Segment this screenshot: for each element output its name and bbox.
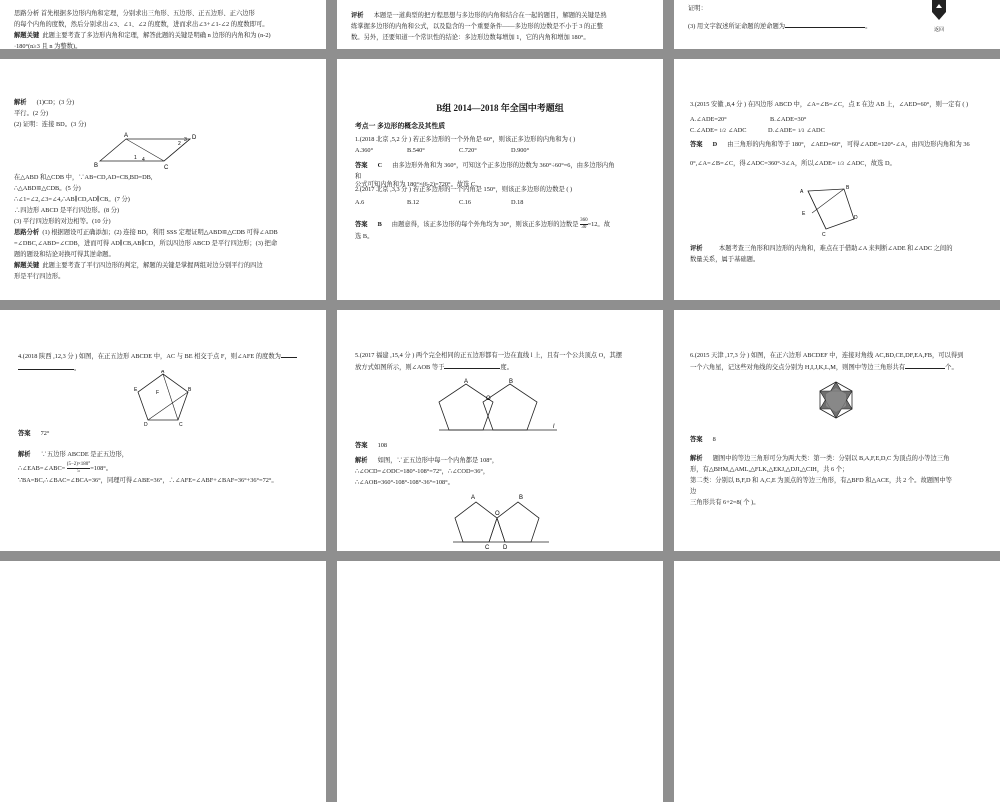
fig4-angle-4: 4 (142, 157, 145, 163)
fig8b-label-b: B (519, 495, 524, 501)
s5-a2: 答案 B 由题意得，该正多边形的每个外角均为 30°，则该正多边形的边数是 $\frac{360}{30}$ =12。故 (355, 218, 611, 230)
fig4-label-c: C (164, 165, 169, 171)
two-pentagons-solution-figure (451, 486, 551, 550)
return-arrow-icon (928, 0, 950, 24)
s4-p1: 在△ABD 和△CDB 中，∵AB=CD,AD=CB,BD=DB, (14, 174, 153, 181)
s3-line2: (3) 用文字叙述所证命题的逆命题为 。 (688, 20, 988, 32)
s8-q1: 5.(2017 福建 ,15,4 分 ) 两个完全相同的正五边形都有一边在直线 l 上，且有一个公共顶点 O，其摆 (355, 352, 623, 359)
s6-q: 3.(2015 安徽 ,8,4 分 ) 在四边形 ABCD 中，∠A=∠B=∠C，点 E 在边 AB 上，∠AED=60°，则一定有 ( ) (690, 101, 969, 108)
hexagram-figure (816, 380, 856, 420)
s4-a3: (2) 证明：连接 BD。(3 分) (14, 121, 87, 128)
fig6-label-d: D (854, 215, 858, 221)
s9-j1: 解析 题图中的等边三角形可分为两大类：第一类：分别以 B,A,F,E,D,C 为顶点的小等边三角 (690, 455, 950, 462)
s1-line4: ·180°(n≥3 且 n 为整数)。 (14, 43, 82, 49)
s2-line3: 数。另外，还要知道一个常识性的结论：多边形边数每增加 1，它的内角和增加 180°。 (351, 34, 590, 41)
s4-a1: 解析 (1)CD；(3 分) (14, 99, 75, 106)
slide-4 (0, 59, 326, 300)
s4-p3: ∴∠1=∠2,∠3=∠4,∴AB∥CD,AD∥CB。(7 分) (14, 196, 130, 203)
s8-j2: ∴∠OCD=∠ODC=180°-108°=72°，∴∠COD=36°， (355, 468, 490, 475)
s5-title: B组 2014—2018 年全国中考题组 (436, 103, 564, 113)
fig7-label-e: E (134, 387, 138, 393)
fig7-label-a: A (161, 370, 165, 375)
s4-a2: 平行。(2 分) (14, 110, 49, 117)
s2-line2: 练掌握多边形的内角和公式，以及隐含的一个重要条件——多边形的边数是不小于 3 的正整 (351, 23, 603, 30)
s6-a2: 0°,∠A=∠B=∠C，得∠ADC=360°-3∠A，所以∠ADE= 1/3 ∠ADC，故选 D。 (690, 160, 896, 167)
fig8b-label-d: D (503, 545, 508, 550)
quadrilateral-figure (798, 185, 858, 237)
s7-q: 4.(2018 陕西 ,12,3 分 ) 如图，在正五边形 ABCDE 中，AC 与 BE 相交于点 F，则∠AFE 的度数为 (18, 350, 314, 362)
s7-j3: ∵BA=BC,∴∠BAC=∠BCA=36°，同理可得∠ABE=36°，∴∠AFE=∠ABF+∠BAF=36°+36°=72°。 (18, 477, 278, 484)
fig4-angle-1: 1 (134, 155, 137, 161)
slide-5 (337, 59, 663, 300)
fig7-label-d: D (144, 422, 148, 426)
s1-line3: 解题关键 此题主要考查了多边形内角和定理，解答此题的关键是明确 n 边形的内角和为 (n-2) (14, 32, 271, 39)
fig7-label-f: F (156, 390, 160, 396)
parallelogram-figure (92, 131, 202, 173)
fig8-label-a: A (464, 379, 469, 385)
s4-p4: ∴四边形 ABCD 是平行四边形。(8 分) (14, 207, 120, 214)
s3-line1: 证明： (688, 5, 707, 12)
s7-q-blank: 。 (18, 362, 314, 374)
s2-line1: 评析 本题是一道典型的把方程思想与多边形的内角和结合在一起的题目，解题的关键是熟 (351, 12, 607, 19)
s5-q1-options: A.360° B.540° C.720° D.900° (355, 147, 530, 154)
fig7-label-c: C (179, 422, 183, 426)
s7-answer: 答案 72° (18, 430, 50, 437)
slide-6 (674, 59, 1000, 300)
s9-j4: 三角形共有 6+2=8( 个 )。 (690, 499, 760, 506)
pentagon-figure (134, 370, 192, 426)
s5-a1: 答案 C 由多边形外角和为 360°，可知这个正多边形的边数为 360°÷60°=6，由多边形内角 (355, 162, 615, 169)
fig4-label-b: B (94, 163, 99, 169)
s9-j3b: 边 (690, 488, 697, 495)
s1-line1: 思路分析 首先根据多边形内角和定理，分别求出三角形、五边形、正五边形、正六边形 (14, 10, 255, 17)
s4-p2: ∴△ABD≌△CDB。(5 分) (14, 185, 81, 192)
slide-9 (674, 310, 1000, 551)
slide-12 (674, 561, 1000, 802)
s6-a1: 答案 D 由三角形的内角和等于 180°，∠AED=60°，可得∠ADE=120°-∠A，由四边形内角和为 36 (690, 141, 970, 148)
s8-q2: 放方式如图所示，则∠AOB 等于 度。 (355, 361, 651, 373)
slide-2 (337, 0, 663, 49)
s4-k1: 解题关键 此题主要考查了平行四边形的判定，解题的关键是掌握两组对边分别平行的四边 (14, 262, 263, 269)
fig4-label-a: A (124, 133, 129, 139)
s5-fraction: $\frac{360}{30}$ (580, 218, 588, 230)
s9-q2: 一个六角星，记这些对角线的交点分别为 H,I,J,K,L,M，则图中等边三角形共有 个。 (690, 361, 986, 373)
slide-10 (0, 561, 326, 802)
s9-q1: 6.(2015 天津 ,17,3 分 ) 如图，在正六边形 ABCDEF 中，连接对角线 AC,BD,CE,DF,EA,FB，可以得到 (690, 352, 964, 359)
fig8b-label-a: A (471, 495, 476, 501)
s7-j1: 解析 ∵五边形 ABCDE 是正五边形， (18, 451, 129, 458)
return-button[interactable] (928, 0, 950, 32)
slide-8 (337, 310, 663, 551)
return-label: 返回 (933, 28, 944, 33)
fig6-label-b: B (846, 185, 850, 191)
slide-11 (337, 561, 663, 802)
fig8-label-l: l (553, 424, 555, 430)
s5-a1b: 和 (355, 173, 362, 180)
s9-j2: 形，有△BHM,△AML,△FLK,△EKJ,△DJI,△CIH，共 6 个； (690, 466, 849, 473)
fig8-label-b: B (509, 379, 514, 385)
s6-options-ab: A.∠ADE=20° B.∠ADE=30° (690, 116, 807, 123)
s5-subtitle: 考点一 多边形的概念及其性质 (355, 123, 446, 130)
fig6-label-c: C (822, 232, 826, 237)
fig8-label-o: O (486, 396, 491, 402)
two-pentagons-figure (429, 376, 559, 434)
s7-fraction: $\frac{(5-2)\times 180^\circ}{5}$ (66, 462, 91, 474)
s4-k2: 形是平行四边形。 (14, 273, 65, 280)
s8-j1: 解析 如图，∵正五边形中每一个内角都是 108°， (355, 457, 499, 464)
s7-j2: ∴∠EAB=∠ABC= $\frac{(5-2)\times 180^\circ}{5}$ =108°。 (18, 462, 113, 474)
fig4-angle-2: 2 (178, 141, 181, 147)
s4-q2: =∠DBC,∠ABD=∠CDB，进而可得 AD∥CB,AB∥CD，所以四边形 ABCD 是平行四边形；(3) 把命 (14, 240, 278, 247)
s9-answer: 答案 8 (690, 436, 716, 443)
s6-r2: 数量关系，属于基础题。 (690, 256, 760, 263)
fig8b-label-c: C (485, 545, 490, 550)
slide-3 (674, 0, 1000, 49)
s5-q1: 1.(2018 北京 ,5,2 分 ) 若正多边形的一个外角是 60°，则该正多边形的内角和为 ( ) (355, 136, 576, 143)
s4-q3: 题的题设和结论对换可得其逆命题。 (14, 251, 115, 258)
s5-a1c: 公式可知内角和为 180°×(6-2)=720°。故选 C。 (355, 181, 482, 188)
s1-line2: 的每个内角的度数，然后分别求出∠3、∠1、∠2 的度数，进而求出∠3+∠1-∠2 的度数即可。 (14, 21, 269, 28)
fig6-label-a: A (800, 189, 804, 195)
fig8b-label-o: O (495, 511, 500, 517)
s4-q1: 思路分析 (1) 根据题设可正确添加；(2) 连接 BD，利用 SSS 定理证明△ABD≌△CDB 可得∠ADB (14, 229, 278, 236)
s5-a2b: 选 B。 (355, 233, 374, 240)
s4-p5: (3) 平行四边形的对边相等。(10 分) (14, 218, 111, 225)
fig4-angle-3: 3 (184, 137, 187, 143)
s5-q2: 2.(2017 北京 ,3,3 分 ) 若正多边形的一个内角是 150°，则该正多边形的边数是 ( ) (355, 186, 573, 193)
slide-7 (0, 310, 326, 551)
s8-answer: 答案 108 (355, 442, 388, 449)
slide-1 (0, 0, 326, 49)
s5-q2-options: A.6 B.12 C.16 D.18 (355, 199, 524, 206)
fig7-label-b: B (188, 387, 192, 393)
s9-j3: 第二类：分别以 B,F,D 和 A,C,E 为顶点的等边三角形，有△BFD 和△ACE，共 2 个。故题图中等 (690, 477, 952, 484)
s6-r1: 评析 本题考查三角形和四边形的内角和，难点在于借助∠A 来判断∠ADE 和∠ADC 之间的 (690, 245, 953, 252)
fig4-label-d: D (192, 135, 197, 141)
s8-j3: ∴∠AOB=360°-108°-108°-36°=108°。 (355, 479, 454, 486)
s6-options-cd: C.∠ADE= 1/2 ∠ADC D.∠ADE= 1/3 ∠ADC (690, 127, 825, 134)
fig6-label-e: E (802, 211, 806, 217)
